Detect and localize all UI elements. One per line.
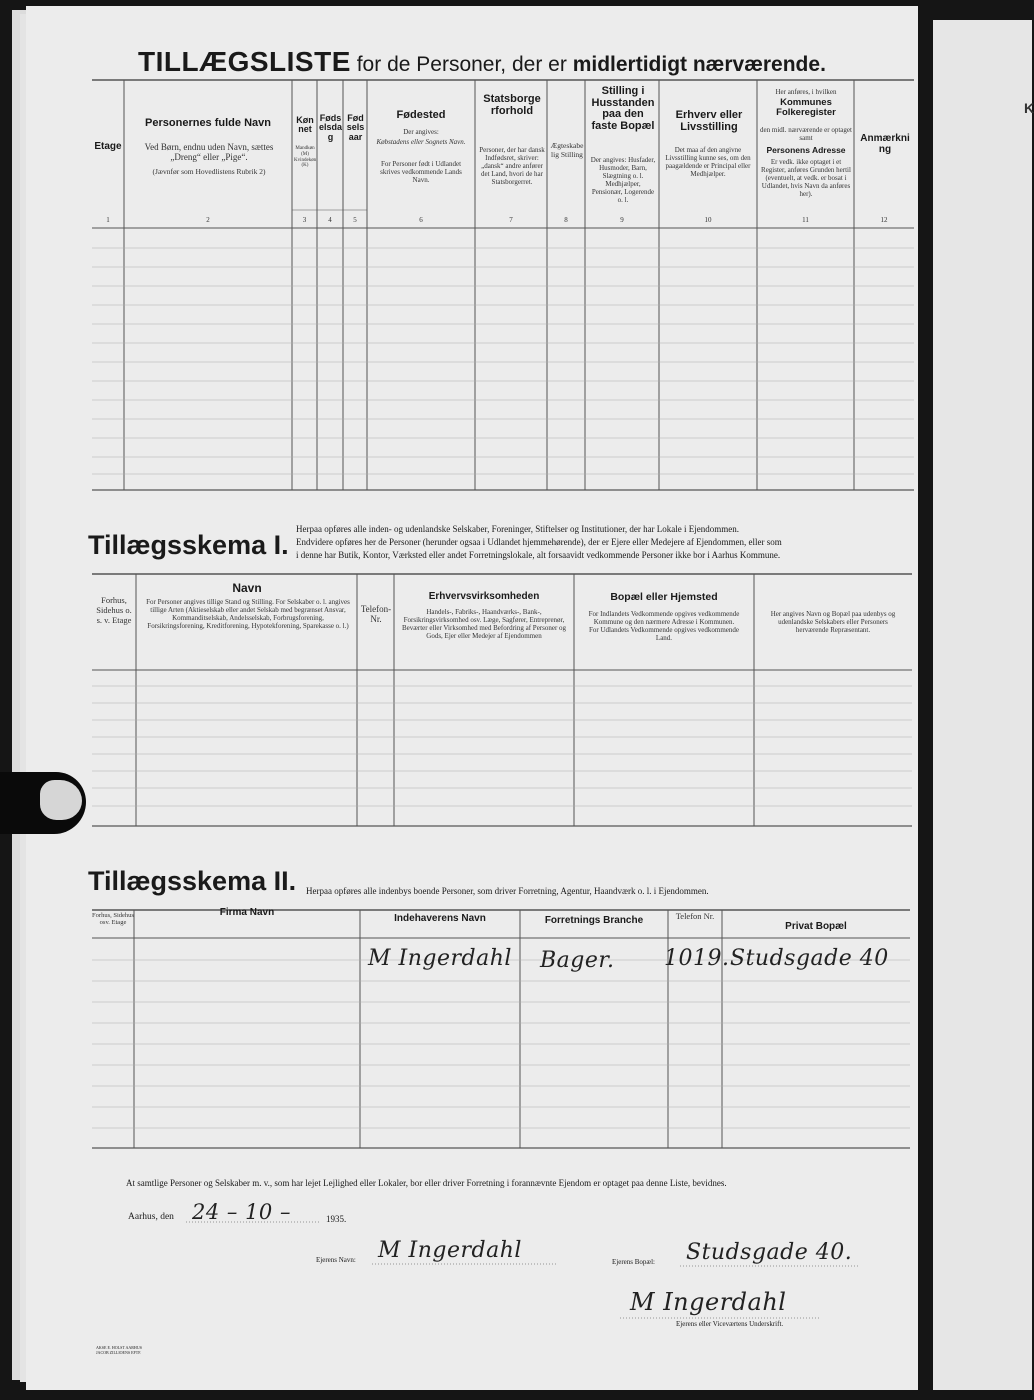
header-konnet-sub: Mandkøn (M) Kvindekøn (K): [294, 146, 317, 169]
skema2-header-telefon: Telefon Nr.: [675, 911, 715, 921]
skema2-header-firma: Firma Navn: [219, 907, 275, 918]
skema2-header-bopael: Privat Bopæl: [785, 921, 847, 932]
col-num-12: 12: [880, 216, 888, 224]
header-fodested-sub3: For Personer født i Udlandet skrives vedkommende Lands Navn.: [380, 160, 462, 185]
col-num-2: 2: [206, 216, 210, 224]
header-fodested: Fødested: [396, 109, 446, 121]
title-big: TILLÆGSLISTE: [138, 46, 351, 77]
ejer-navn-handwriting: M Ingerdahl: [378, 1238, 522, 1263]
printer-imprint: AKSE E. HOLST AARHUS JACOB ZILLIOENS EFTF.: [96, 1345, 142, 1355]
signature-label: Ejerens eller Viceværtens Underskrift.: [676, 1320, 784, 1328]
thumb-holding-page: [0, 772, 86, 834]
header-navn: Personernes fulde Navn: [145, 117, 271, 129]
header-navn-note: (Jævnfør som Hovedlistens Rubrik 2): [152, 167, 266, 176]
skema1-header-telefon: Telefon-Nr.: [360, 604, 392, 625]
skema1-header-bopael-sub: For Indlandets Vedkommende opgives vedkommende Kommune og den nærmere Adresse i Kommunen. For Udlandets Vedkommende opgives vedkommende Land.: [588, 610, 740, 643]
header-kommune-sub: Er vedk. ikke optaget i et Register, anføres Grunden hertil (eventuelt, at vedk. er bosat i Udlandet, hvis Navn da anføres her).: [761, 158, 851, 199]
skema2-header-indehaver: Indehaverens Navn: [394, 913, 486, 924]
main-title: [138, 46, 918, 78]
entry-branche-handwriting: Bager.: [540, 948, 615, 973]
skema2-header-etage: Forhus, Sidehus osv. Etage: [92, 912, 134, 927]
header-personens-adresse: Personens Adresse: [766, 145, 846, 155]
skema1-header-navn-sub: For Personer angives tillige Stand og Stilling. For Selskaber o. l. angives tillige Arten (Aktieselskab eller andet Selskab med begrænset Ansvar, Kommanditselskab, Andelsselskab, Forbrugsforening, Forsikringsforening, Kreditforening, Hypotekforening, Sparekasse o. l.): [146, 598, 350, 631]
col-num-1: 1: [106, 216, 110, 224]
entry-indehaver-handwriting: M Ingerdahl: [368, 946, 512, 971]
entry-bopael-handwriting: Studsgade 40: [730, 946, 889, 971]
ejer-bopael-handwriting: Studsgade 40.: [686, 1240, 853, 1265]
place-label: Aarhus, den: [128, 1212, 174, 1222]
skema1-desc-3: i denne har Butik, Kontor, Værksted eller andet Forretningslokale, alt forsaavidt vedkommende Personer ikke bor i Aarhus Kommune.: [296, 550, 781, 560]
header-konnet: Kønnet: [296, 115, 314, 135]
entry-telefon-handwriting: 1019.: [664, 946, 730, 971]
adjacent-page-letter: K: [1024, 100, 1034, 116]
header-statsborger: Statsborgerforhold: [483, 93, 541, 117]
title-mid: for de Personer, der er: [350, 53, 573, 76]
skema1-header-etage: Forhus, Sidehus o. s. v. Etage: [96, 595, 132, 625]
col-num-9: 9: [620, 216, 624, 224]
header-etage: Etage: [94, 141, 122, 152]
skema1-header-erhverv-sub: Handels-, Fabriks-, Haandværks-, Bank-, Forsikringsvirksomhed osv. Læge, Sagfører, Entreprenør, Beværter eller Virksomhed med Befordring af Personer og Gods, Ejer eller Medejer af Ejendommen: [401, 608, 567, 641]
header-erhverv: Erhverv eller Livsstilling: [675, 109, 743, 133]
skema1-header-erhverv: Erhvervsvirksomheden: [428, 591, 540, 602]
skema2-title: Tillægsskema II.: [88, 866, 297, 896]
declaration-text: At samtlige Personer og Selskaber m. v., som har lejet Lejlighed eller Lokaler, bor eller driver Forretning i forannævnte Ejendom er optaget paa denne Liste, bevidnes.: [126, 1178, 727, 1188]
col-num-11: 11: [802, 216, 809, 224]
title-bold: midlertidigt nærværende.: [572, 53, 826, 76]
header-kommune-pre: Her anføres, i hvilken: [775, 88, 837, 96]
skema2-header-branche: Forretnings Branche: [544, 915, 644, 926]
skema1-header-navn: Navn: [232, 581, 262, 595]
header-statsborger-sub: Personer, der har dansk Indfødsret, skriver: „dansk“ andre anfører det Land, hvori de har Statsborgerret.: [479, 146, 545, 187]
skema1-desc-1: Herpaa opføres alle inden- og udenlandske Selskaber, Foreninger, Stiftelser og Institutioner, der har Lokale i Ejendommen.: [296, 524, 740, 534]
header-kommune-mid: den midl. nærværende er optaget samt: [760, 126, 852, 143]
header-fodselsdag: Fødselsdag: [319, 113, 343, 142]
col-num-4: 4: [328, 216, 332, 224]
header-kommune: Kommunes Folkeregister: [776, 97, 836, 118]
header-stilling: Stilling i Husstanden paa den faste Bopæl: [591, 85, 655, 132]
header-stilling-sub: Der angives: Husfader, Husmoder, Barn, Slægtning o. l. Medhjælper, Pensionær, Logerende o. l.: [590, 156, 656, 205]
col-num-3: 3: [302, 216, 307, 224]
header-navn-sub: Ved Børn, endnu uden Navn, sættes „Dreng“ eller „Pige“.: [144, 142, 274, 163]
skema1-title: Tillægsskema I.: [88, 530, 289, 560]
ejer-bopael-label: Ejerens Bopæl:: [612, 1258, 655, 1266]
header-anmaerkning: Anmærkning: [860, 133, 910, 155]
ejer-navn-label: Ejerens Navn:: [316, 1256, 356, 1264]
skema2-desc: Herpaa opføres alle indenbys boende Personer, som driver Forretning, Agentur, Haandværk o. l. i Ejendommen.: [306, 886, 709, 896]
header-fodested-sub1: Der angives:: [403, 128, 439, 136]
col-num-7: 7: [509, 216, 513, 224]
year-label: 1935.: [326, 1214, 347, 1224]
skema1-header-bopael: Bopæl eller Hjemsted: [610, 591, 718, 603]
header-erhverv-sub: Det maa af den angivne Livsstilling kunne ses, om den paagældende er Principal eller Medhjælper.: [665, 146, 751, 179]
date-handwriting: 24 – 10 –: [192, 1200, 291, 1224]
col-num-6: 6: [419, 216, 423, 224]
col-num-8: 8: [564, 216, 568, 224]
header-aegteskabelig: Ægteskabelig Stilling: [550, 141, 584, 159]
skema1-header-repraesentant: Her angives Navn og Bopæl paa udenbys og udenlandske Selskabers eller Personers herværende Repræsentant.: [770, 610, 896, 635]
header-fodested-sub2: Købstadens eller Sognets Navn.: [376, 138, 466, 146]
col-num-5: 5: [353, 216, 357, 224]
owner-signature: M Ingerdahl: [630, 1288, 787, 1316]
header-fodselsaar: Fødselsaar: [346, 113, 365, 142]
skema1-desc-2: Endvidere opføres her de Personer (herunder ogsaa i Udlandet hjemmehørende), der er Ejere eller Medejere af Ejendommen, eller som: [296, 537, 782, 547]
col-num-10: 10: [704, 216, 712, 224]
